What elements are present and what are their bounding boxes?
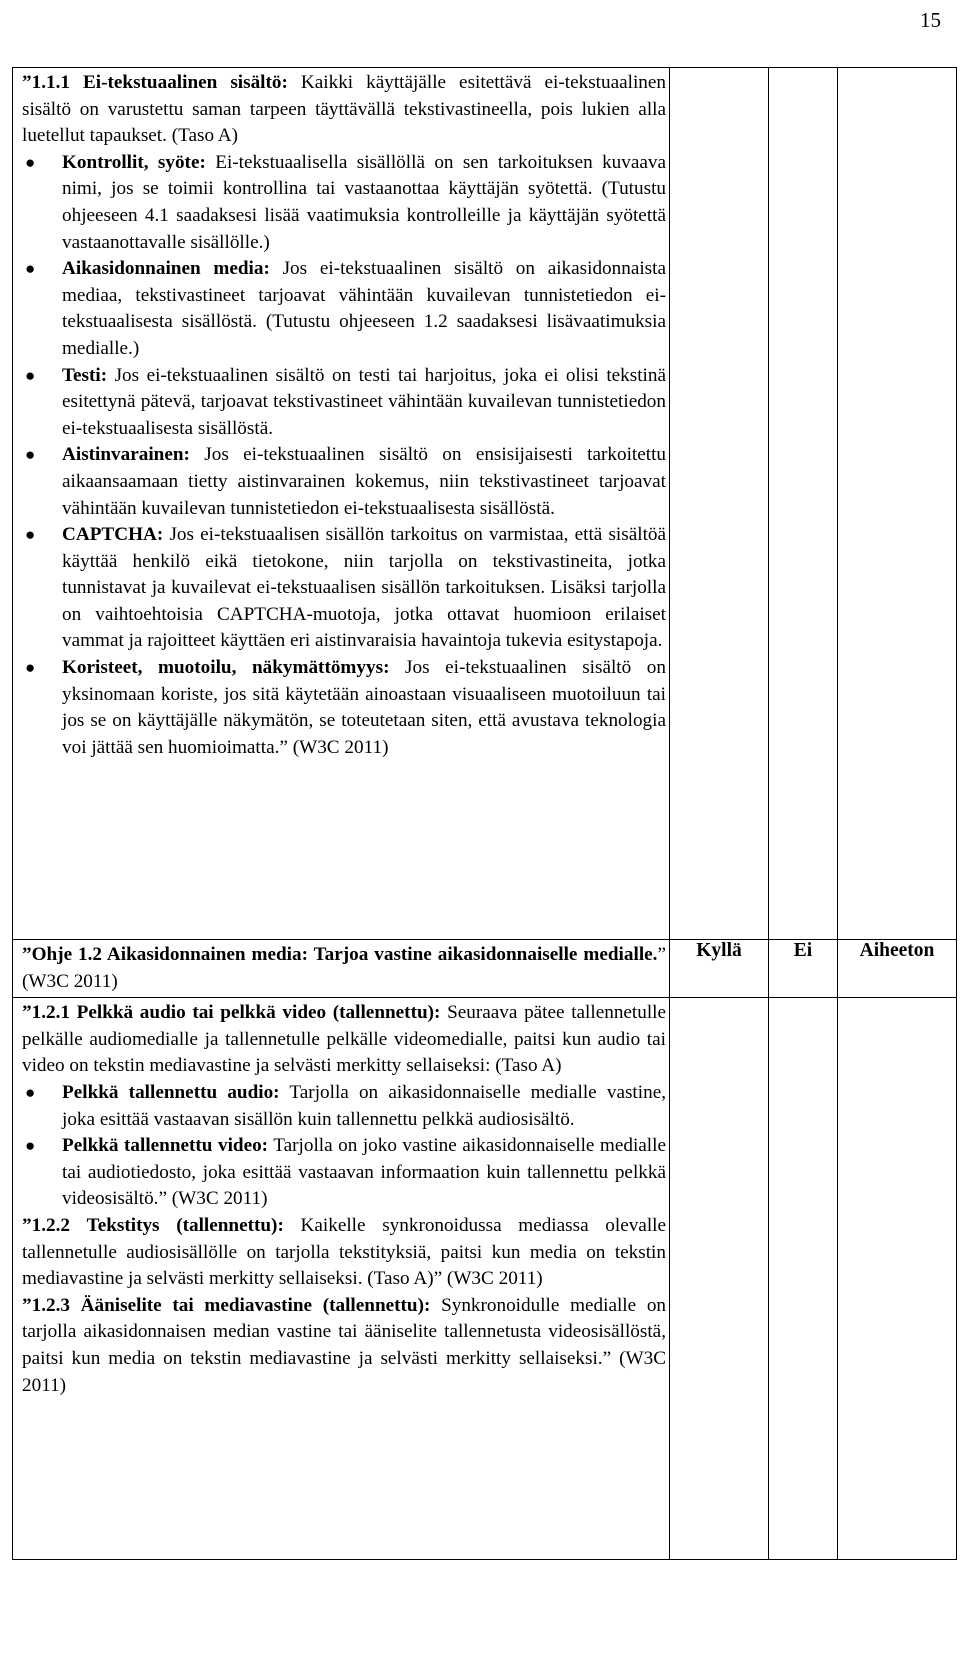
- criterion-title: Tekstitys (tallennettu):: [86, 1214, 284, 1236]
- criterion-cell: [13, 68, 670, 940]
- guideline-cell: [13, 940, 670, 998]
- table-row-criterion-1-1-1: [13, 68, 957, 940]
- bullet-icon: ●: [25, 445, 36, 465]
- criterion-cell: [13, 998, 670, 1560]
- bullet-icon: ●: [25, 1136, 36, 1156]
- criterion-1-2-1: [22, 1000, 666, 1080]
- criterion-number: ”1.2.1: [22, 1002, 70, 1024]
- column-header-na: Aiheeton: [838, 940, 957, 998]
- table-row-guideline-1-2: [13, 940, 957, 998]
- guideline-1-2: [22, 942, 666, 995]
- list-item: ● Kontrollit, syöte: Ei-tekstuaalisella sisällöllä on sen tarkoituksen kuvaava nimi, jos se toimii kontrollina tai vastaanottaa käyttäjän syötettä. (Tutustu ohjeeseen 4.1 saadaksesi lisää vaatimuksia kontrolleille ja käyttäjän syötettä vastaanottavalle sisällölle.): [25, 151, 666, 253]
- bullet-icon: ●: [25, 658, 36, 678]
- column-header-yes: Kyllä: [670, 940, 769, 998]
- table-row-criteria-1-2: [13, 998, 957, 1560]
- list-item: ● Aistinvarainen: Jos ei-tekstuaalinen sisältö on ensisijaisesti tarkoitettu aikaansaamaan tietty aistinvarainen kokemus, niin tekstivastineet tarjoavat vähintään kuvailevan tunnistetiedon ei-tekstuaalisesta sisällöstä.: [25, 444, 667, 519]
- checkbox-cell-na[interactable]: [838, 68, 957, 940]
- checkbox-cell-yes[interactable]: [670, 998, 769, 1560]
- criterion-title: Ääniselite tai mediavastine (tallennettu):: [80, 1294, 431, 1316]
- list-item: ● Pelkkä tallennettu audio: Tarjolla on aikasidonnaiselle medialle vastine, joka esittää vastaavan sisällön kuin tallennettu pelkkä audiosisältö.: [25, 1081, 667, 1130]
- checkbox-cell-no[interactable]: [769, 68, 838, 940]
- criterion-text: Kaikki käyttäjälle esitettävä ei-tekstuaalinen sisältö on varustettu saman tarpeen täyttävällä tekstivastineella, pois lukien alla luetellut tapaukset. (Taso A): [22, 72, 666, 147]
- checkbox-cell-na[interactable]: [838, 998, 957, 1560]
- list-item: ● Koristeet, muotoilu, näkymättömyys: Jos ei-tekstuaalinen sisältö on yksinomaan koriste, jos sitä käytetään ainoastaan visuaaliseen muotoiluun tai jos se on käyttäjälle näkymätön, se toteutetaan siten, että avustava teknologia voi jättää sen huomioimatta.” (W3C 2011): [25, 657, 666, 758]
- criterion-number: ”1.2.2: [22, 1214, 70, 1236]
- criterion-1-2-2: [22, 1213, 666, 1293]
- criterion-number: ”1.1.1: [22, 72, 70, 93]
- criterion-1-2-3: [22, 1293, 666, 1399]
- criterion-title: Ei-tekstuaalinen sisältö:: [82, 72, 288, 93]
- bullet-icon: ●: [25, 1082, 36, 1102]
- criterion-text: Seuraava pätee tallennetulle pelkälle audiomedialle ja tallennetulle pelkälle videomedialle, paitsi kun audio tai video on tekstin mediavastine ja selvästi merkitty sellaiseksi: (Taso A): [22, 1002, 667, 1077]
- bullet-icon: ●: [25, 525, 36, 545]
- criterion-1-2-1-bullet-list: [22, 1080, 666, 1213]
- guideline-source: ” (W3C 2011): [22, 944, 666, 992]
- list-item: ● Aikasidonnainen media: Jos ei-tekstuaalinen sisältö on aikasidonnaista mediaa, tekstivastineet tarjoavat vähintään kuvailevan tunnistetiedon ei-tekstuaalisesta sisällöstä. (Tutustu ohjeeseen 1.2 saadaksesi lisävaatimuksia medialle.): [25, 258, 667, 359]
- bullet-icon: ●: [25, 259, 36, 279]
- criterion-1-1-1: [22, 70, 666, 150]
- column-header-no: Ei: [769, 940, 838, 998]
- checkbox-cell-no[interactable]: [769, 998, 838, 1560]
- list-item: ● Testi: Jos ei-tekstuaalinen sisältö on testi tai harjoitus, joka ei olisi tekstinä esitettynä pätevä, tarjoavat tekstivastineet vähintään kuvailevan tunnistetiedon ei-tekstuaalisesta sisällöstä.: [25, 364, 667, 439]
- accessibility-checklist-table: [12, 67, 957, 1560]
- checkbox-cell-yes[interactable]: [670, 68, 769, 940]
- criterion-text: Kaikelle synkronoidussa mediassa olevalle tallennetulle audiosisällölle on tarjolla tekstityksiä, paitsi kun media on tekstin mediavastine ja selvästi merkitty sellaiseksi. (Taso A)” (W3C 2011): [22, 1214, 667, 1290]
- list-item: ● CAPTCHA: Jos ei-tekstuaalisen sisällön tarkoitus on varmistaa, että sisältöä käyttää henkilö eikä tietokone, niin tarjolla on tekstivastineita, jotka tunnistavat ja kuvailevat ei-tekstuaalisen sisällön tarkoituksen. Lisäksi tarjolla on vaihtoehtoisia CAPTCHA-muotoja, jotka ottavat huomioon erilaiset vammat ja rajoitteet käyttäen eri aistinvaraisia havaintoja tukevia esitystapoja.: [25, 524, 667, 652]
- criterion-1-1-1-bullet-list: [22, 150, 666, 762]
- criterion-text: Synkronoidulle medialle on tarjolla aikasidonnaisen median vastine tai ääniselite tallennetusta videosisällöstä, paitsi kun media on tekstin mediavastine ja selvästi merkitty sellaiseksi.” (W3C 2011): [22, 1294, 667, 1396]
- bullet-icon: ●: [25, 365, 36, 385]
- page-number: 15: [920, 8, 941, 32]
- criterion-title: Pelkkä audio tai pelkkä video (tallennettu):: [76, 1002, 441, 1024]
- list-item: ● Pelkkä tallennettu video: Tarjolla on joko vastine aikasidonnaiselle medialle tai audiotiedosto, joka esittää vastaavan informaation kuin tallennettu pelkkä videosisältö.” (W3C 2011): [25, 1135, 666, 1210]
- bullet-icon: ●: [25, 152, 36, 172]
- guideline-title: ”Ohje 1.2 Aikasidonnainen media: Tarjoa vastine aikasidonnaiselle medialle.: [22, 944, 658, 965]
- criterion-number: ”1.2.3: [22, 1294, 70, 1316]
